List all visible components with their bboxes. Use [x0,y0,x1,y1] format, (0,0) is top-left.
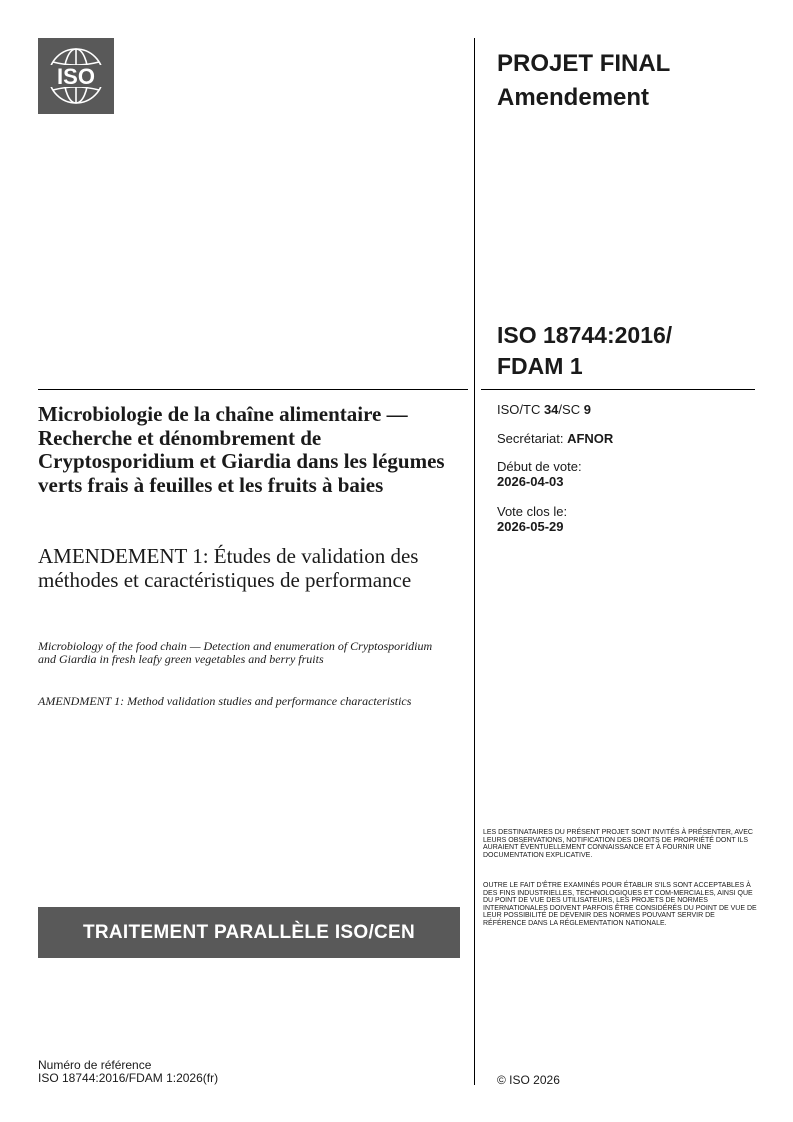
parallel-processing-banner: TRAITEMENT PARALLÈLE ISO/CEN [38,907,460,958]
reference-number-label: Numéro de référence [38,1058,152,1072]
vote-start [497,459,757,489]
vote-end-date: 2026-05-29 [497,519,564,534]
secretariat-label: Secrétariat: [497,431,568,446]
document-title-fr: Microbiologie de la chaîne alimentaire — Recherche et dénombrement de Cryptosporidium et Giardia dans les légumes verts frais à feuilles et les fruits à baies [38,402,445,497]
vote-end-label: Vote clos le: [497,504,568,519]
amendment-title-en: AMENDMENT 1: Method validation studies and performance characteristics [38,694,412,708]
amendment-title-fr: AMENDEMENT 1: Études de validation des méthodes et caractéristiques de performance [38,544,419,592]
project-stage-title [497,47,757,115]
committee-prefix: ISO/TC [497,402,544,417]
committee-reference [497,402,757,417]
vote-end [497,504,757,534]
reference-number: ISO 18744:2016/FDAM 1:2026(fr) [38,1071,219,1085]
standard-number-line-2: FDAM 1 [497,353,583,379]
notice-paragraph-2: OUTRE LE FAIT D'ÊTRE EXAMINÉS POUR ÉTABLIR S'ILS SONT ACCEPTABLES À DES FINS INDUSTRIELLES, TECHNOLOGIQUES ET COM-MERCIALES, AINSI QUE DU POINT DE VUE DES UTILISATEURS, LES PROJETS DE NORMES INTERNATIONALES DOIVENT PARFOIS ÊTRE CONSIDÉRÉS DU POINT DE VUE DE LEUR POSSIBILITÉ DE DEVENIR DES NORMES POUVANT SERVIR DE RÉFÉRENCE DANS LA RÉGLEMENTATION NATIONALE. [483,882,757,927]
secretariat-value: AFNOR [567,431,614,446]
vote-start-date: 2026-04-03 [497,474,564,489]
standard-number [497,320,767,382]
iso-logo [38,38,114,114]
secretariat [497,431,757,446]
project-line-1: PROJET FINAL [497,50,671,77]
project-line-2: Amendement [497,84,650,111]
notice-paragraph-1: LES DESTINATAIRES DU PRÉSENT PROJET SONT INVITÉS À PRÉSENTER, AVEC LEURS OBSERVATIONS, NOTIFICATION DES DROITS DE PROPRIÉTÉ DONT ILS AURAIENT ÉVENTUELLEMENT CONNAISSANCE ET À FOURNIR UNE DOCUMENTATION EXPLICATIVE. [483,829,753,859]
committee-tc: 34 [543,402,559,417]
horizontal-divider-left [38,389,468,390]
vertical-divider [474,38,475,1085]
document-title-en: Microbiology of the food chain — Detection and enumeration of Cryptosporidium and Giardia in fresh leafy green vegetables and berry fruits [38,639,433,666]
iso-logo-text: ISO [57,64,95,89]
committee-sc: 9 [583,402,591,417]
iso-globe-icon [38,38,114,114]
vote-start-label: Début de vote: [497,459,582,474]
committee-sc-prefix: /SC [558,402,584,417]
copyright: © ISO 2026 [497,1073,560,1087]
horizontal-divider-right [481,389,755,390]
standard-number-line-1: ISO 18744:2016/ [497,322,673,348]
